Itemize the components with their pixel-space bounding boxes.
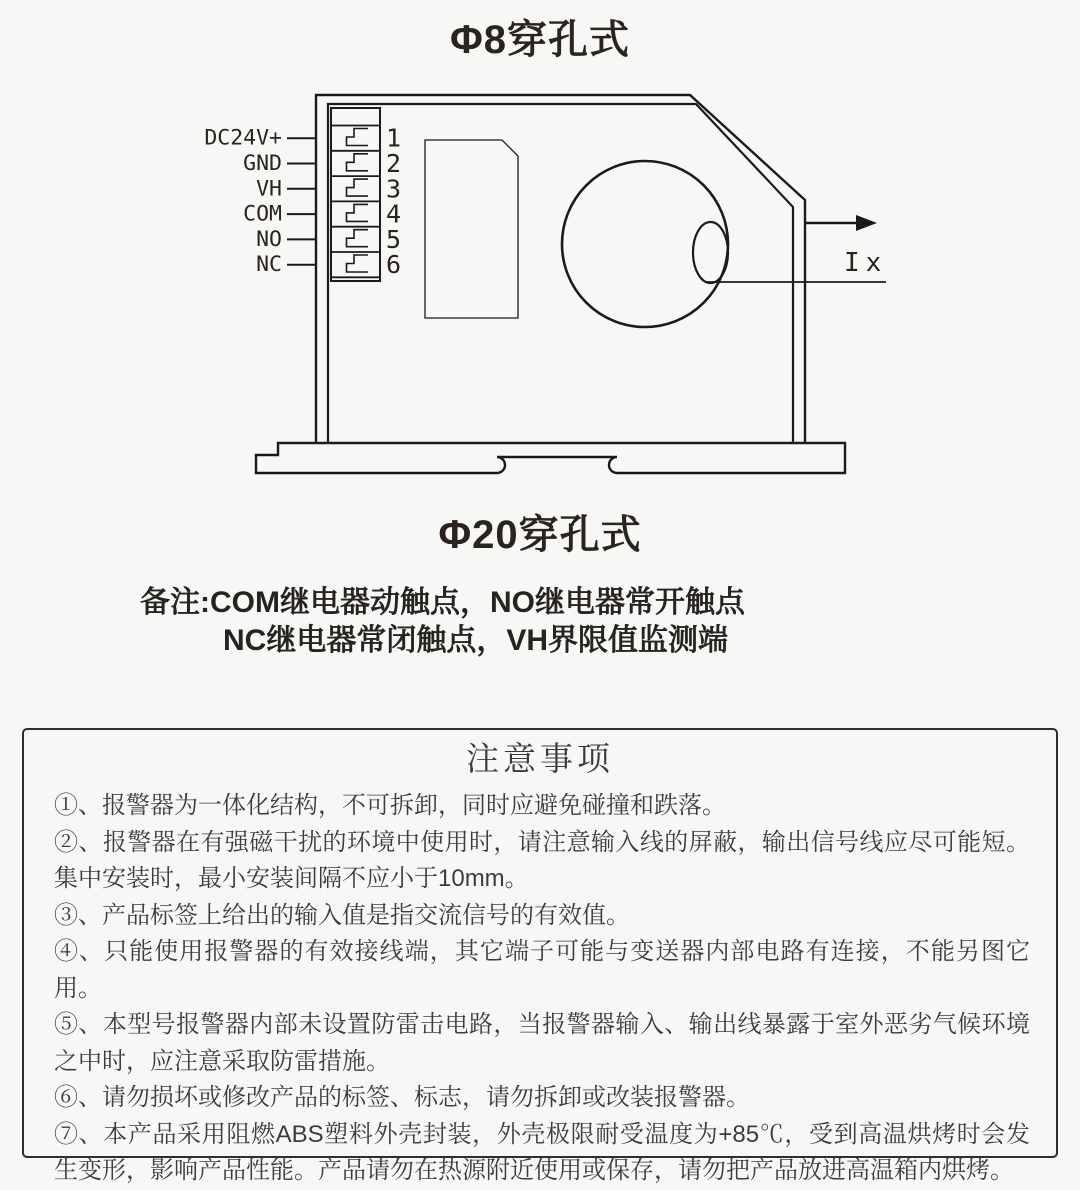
bottom-diagram-title: Φ20穿孔式 [438, 513, 642, 557]
notice-item: ⑥、请勿损坏或修改产品的标签、标志，请勿拆卸或改装报警器。 [54, 1084, 750, 1111]
terminal-pin-number: 6 [386, 250, 402, 280]
terminal-clamp-hook [347, 179, 369, 196]
terminal-pin-number: 2 [386, 149, 402, 178]
terminal-clamp-hook [347, 154, 369, 171]
terminal-label: NO [256, 226, 282, 252]
din-rail-base-outline [256, 443, 845, 473]
terminal-label: NC [256, 252, 282, 278]
terminal-pin-number: 4 [386, 199, 402, 229]
notice-item-list [24, 788, 1056, 1190]
terminal-pin-number: 5 [386, 224, 402, 254]
terminal-label: COM [243, 201, 282, 227]
current-arrow-head [856, 215, 877, 231]
device-diagram [0, 85, 1080, 490]
current-label: Ix [844, 248, 888, 278]
remark-note [140, 584, 745, 660]
terminal-clamp-hook [347, 204, 369, 221]
terminal-label-lines [287, 138, 316, 265]
terminal-pin-number: 1 [386, 123, 402, 153]
notice-item: ③、产品标签上给出的输入值是指交流信号的有效值。 [54, 901, 630, 929]
remark-line2: NC继电器常闭触点，VH界限值监测端 [223, 624, 729, 657]
notice-item: ①、报警器为一体化结构，不可拆卸，同时应避免碰撞和跌落。 [54, 792, 726, 819]
through-hole-circle [562, 161, 728, 327]
notice-title: 注意事项 [466, 740, 614, 777]
notice-item: ⑤、本型号报警器内部未设置防雷击电路，当报警器输入、输出线暴露于室外恶劣气候环境之中时，应注意采取防雷措施。 [54, 1011, 1030, 1075]
terminal-pin-number: 3 [386, 174, 402, 204]
terminal-clamp-hook [347, 129, 369, 146]
notice-item: ④、只能使用报警器的有效接线端，其它端子可能与变送器内部电路有连接，不能另图它用。 [54, 938, 1030, 1002]
remark-line1: 备注:COM继电器动触点，NO继电器常开触点 [140, 586, 745, 619]
notice-box [22, 728, 1058, 1184]
top-diagram-title: Φ8穿孔式 [449, 18, 631, 62]
wire-loop [693, 222, 728, 283]
notice-item: ⑦、本产品采用阻燃ABS塑料外壳封装，外壳极限耐受温度为+85℃，受到高温烘烤时会发生变形，影响产品性能。产品请勿在热源附近使用或保存，请勿把产品放进高温箱内烘烤。 [54, 1120, 1030, 1184]
label-plate [425, 140, 518, 318]
terminal-clamp-hook [347, 255, 369, 272]
terminal-clamp-hook [347, 230, 369, 247]
notice-item: ②、报警器在有强磁干扰的环境中使用时，请注意输入线的屏蔽，输出信号线应尽可能短。集中安装时，最小安装间隔不应小于10mm。 [54, 828, 1030, 892]
terminal-label: DC24V+ [204, 125, 282, 151]
terminal-label: GND [243, 151, 282, 176]
terminal-label: VH [256, 176, 282, 202]
